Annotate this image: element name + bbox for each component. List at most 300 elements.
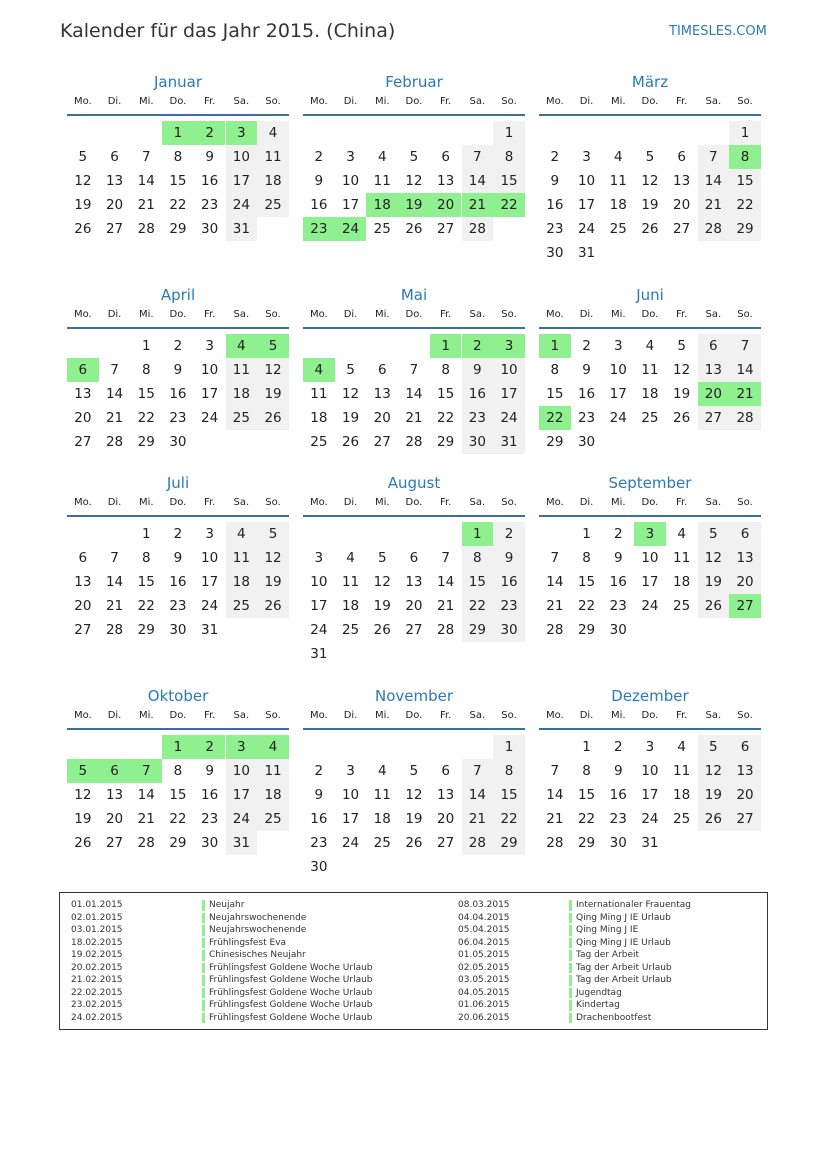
day-cell: 25 xyxy=(673,811,691,827)
weekday-label: Fr. xyxy=(203,96,216,107)
day-cell: 17 xyxy=(201,386,219,402)
day-cell: 20 xyxy=(437,811,455,827)
day-cell: 8 xyxy=(582,763,591,779)
day-cell: 29 xyxy=(729,217,761,241)
day-cell: 28 xyxy=(462,831,494,855)
month-divider xyxy=(67,728,289,730)
month-divider xyxy=(539,728,761,730)
legend-marker xyxy=(569,1013,572,1024)
day-cell: 12 xyxy=(405,173,423,189)
legend-holiday-name: Kindertag xyxy=(576,1000,620,1010)
month-name: September xyxy=(608,474,692,492)
day-cell: 1 xyxy=(582,526,591,542)
weekday-label: Mi. xyxy=(374,497,390,508)
weekday-label: Mi. xyxy=(610,96,626,107)
legend-holiday-name: Neujahrswochenende xyxy=(209,912,307,923)
legend-date: 24.02.2015 xyxy=(71,1012,123,1023)
day-cell: 15 xyxy=(437,386,455,402)
day-cell: 13 xyxy=(105,173,124,189)
day-cell: 9 xyxy=(550,173,560,189)
day-cell: 29 xyxy=(577,835,596,851)
day-cell: 15 xyxy=(169,173,187,189)
day-cell: 27 xyxy=(105,835,124,851)
day-cell: 15 xyxy=(729,169,761,193)
day-cell: 20 xyxy=(105,197,124,213)
day-cell: 26 xyxy=(405,835,423,851)
weekday-label: Mo. xyxy=(545,497,564,508)
legend-row xyxy=(71,1012,451,1025)
day-cell: 21 xyxy=(462,807,494,831)
weekday-label: Sa. xyxy=(705,710,722,721)
day-cell: 30 xyxy=(609,622,627,638)
weekday-label: Fr. xyxy=(439,96,452,107)
legend-holiday-name: Tag der Arbeit Urlaub xyxy=(576,962,672,973)
day-cell: 2 xyxy=(314,149,324,165)
legend-marker xyxy=(202,950,205,961)
day-cell: 26 xyxy=(257,406,289,430)
day-cell: 5 xyxy=(257,522,289,546)
day-cell: 3 xyxy=(645,739,655,755)
day-cell: 17 xyxy=(609,386,627,402)
day-cell: 11 xyxy=(673,763,691,779)
day-cell: 18 xyxy=(310,410,328,426)
month-name: Mai xyxy=(400,286,428,304)
day-cell: 10 xyxy=(226,145,258,169)
weekday-label: So. xyxy=(737,96,753,107)
day-cell: 4 xyxy=(613,149,623,165)
day-cell: 29 xyxy=(137,434,155,450)
weekday-header xyxy=(303,96,525,112)
day-cell: 20 xyxy=(729,570,761,594)
day-cell: 21 xyxy=(437,598,455,614)
legend-date: 02.01.2015 xyxy=(71,912,123,923)
day-cell: 6 xyxy=(729,522,761,546)
holiday-day-cell: 5 xyxy=(257,334,289,358)
day-cell: 18 xyxy=(673,787,691,803)
legend-row xyxy=(71,999,451,1012)
day-cell: 21 xyxy=(405,410,423,426)
day-cell: 22 xyxy=(577,811,596,827)
day-cell: 20 xyxy=(673,197,691,213)
day-cell: 9 xyxy=(613,550,623,566)
day-cell: 23 xyxy=(493,594,525,618)
day-cell: 9 xyxy=(205,763,214,779)
legend-column-right xyxy=(458,899,758,1024)
weekday-label: Sa. xyxy=(705,96,722,107)
weekday-label: So. xyxy=(501,96,517,107)
legend-row xyxy=(458,999,758,1012)
day-cell: 19 xyxy=(405,811,423,827)
holiday-day-cell: 24 xyxy=(335,217,367,241)
legend-row xyxy=(458,937,758,950)
day-cell: 30 xyxy=(310,859,328,875)
day-cell: 25 xyxy=(673,598,691,614)
day-cell: 16 xyxy=(577,386,596,402)
day-cell: 23 xyxy=(462,406,494,430)
day-cell: 21 xyxy=(546,811,564,827)
weekday-label: Do. xyxy=(641,309,659,320)
day-cell: 8 xyxy=(173,149,183,165)
legend-row xyxy=(458,962,758,975)
day-cell: 25 xyxy=(373,835,391,851)
day-cell: 7 xyxy=(462,145,494,169)
legend-holiday-name: Frühlingsfest Goldene Woche Urlaub xyxy=(209,962,373,973)
day-cell: 6 xyxy=(677,149,686,165)
month-name: Dezember xyxy=(611,687,689,705)
day-cell: 14 xyxy=(462,783,494,807)
day-cell: 14 xyxy=(137,173,155,189)
legend-holiday-name: Frühlingsfest Goldene Woche Urlaub xyxy=(209,975,373,985)
day-cell: 14 xyxy=(546,787,564,803)
legend-date: 03.05.2015 xyxy=(458,975,510,985)
day-cell: 24 xyxy=(493,406,525,430)
day-cell: 19 xyxy=(373,598,391,614)
day-cell: 22 xyxy=(137,598,155,614)
day-cell: 27 xyxy=(698,406,730,430)
weekday-label: Sa. xyxy=(233,96,250,107)
day-cell: 30 xyxy=(609,835,627,851)
day-cell: 10 xyxy=(609,362,627,378)
day-cell: 27 xyxy=(74,434,92,450)
day-cell: 6 xyxy=(110,149,119,165)
day-cell: 7 xyxy=(441,550,450,566)
day-cell: 16 xyxy=(493,570,525,594)
day-cell: 21 xyxy=(137,811,155,827)
day-cell: 15 xyxy=(493,169,525,193)
day-cell: 2 xyxy=(173,526,183,542)
weekday-label: So. xyxy=(265,497,281,508)
weekday-label: Di. xyxy=(343,96,358,107)
weekday-label: Fr. xyxy=(203,309,216,320)
day-cell: 16 xyxy=(201,787,219,803)
day-cell: 8 xyxy=(441,362,450,378)
day-cell: 13 xyxy=(673,173,691,189)
weekday-label: Sa. xyxy=(469,710,486,721)
weekday-label: Mo. xyxy=(309,96,328,107)
weekday-label: Do. xyxy=(169,710,187,721)
month-name: Februar xyxy=(385,73,443,91)
day-cell: 11 xyxy=(373,787,391,803)
day-cell: 24 xyxy=(201,410,219,426)
day-cell: 9 xyxy=(205,149,214,165)
legend-holiday-name: Internationaler Frauentag xyxy=(576,900,691,910)
day-cell: 13 xyxy=(74,386,92,402)
legend-row xyxy=(71,987,451,1000)
weekday-header xyxy=(67,96,289,112)
legend-date: 06.04.2015 xyxy=(458,937,510,948)
weekday-label: Fr. xyxy=(675,710,688,721)
holiday-day-cell: 1 xyxy=(539,334,571,358)
legend-marker xyxy=(569,975,572,986)
day-cell: 10 xyxy=(341,787,360,803)
month-divider xyxy=(303,728,525,730)
day-cell: 29 xyxy=(137,622,155,638)
holiday-day-cell: 22 xyxy=(493,193,525,217)
holiday-day-cell: 7 xyxy=(130,759,162,783)
day-cell: 30 xyxy=(462,430,494,454)
holiday-day-cell: 27 xyxy=(729,594,761,618)
weekday-label: So. xyxy=(737,497,753,508)
day-cell: 19 xyxy=(341,410,360,426)
legend-holiday-name: Tag der Arbeit xyxy=(576,950,640,960)
day-cell: 6 xyxy=(729,735,761,759)
legend-date: 01.01.2015 xyxy=(71,900,123,910)
day-cell: 9 xyxy=(314,787,324,803)
legend-date: 22.02.2015 xyxy=(71,987,123,998)
month-divider xyxy=(303,114,525,116)
weekday-label: Mo. xyxy=(545,96,564,107)
day-cell: 6 xyxy=(698,334,730,358)
holiday-day-cell: 4 xyxy=(226,334,258,358)
legend-row xyxy=(71,924,451,937)
legend-holiday-name: Frühlingsfest Goldene Woche Urlaub xyxy=(209,987,373,998)
day-cell: 15 xyxy=(137,574,155,590)
day-cell: 24 xyxy=(609,410,627,426)
weekday-label: So. xyxy=(501,309,517,320)
legend-holiday-name: Drachenbootfest xyxy=(576,1012,652,1023)
day-cell: 28 xyxy=(698,217,730,241)
day-cell: 14 xyxy=(698,169,730,193)
day-cell: 28 xyxy=(105,622,124,638)
legend-holiday-name: Qing Ming J IE xyxy=(576,925,639,935)
day-cell: 19 xyxy=(257,382,289,406)
day-cell: 23 xyxy=(201,811,219,827)
day-cell: 17 xyxy=(341,197,360,213)
day-cell: 17 xyxy=(641,787,659,803)
day-cell: 10 xyxy=(641,763,659,779)
weekday-label: Mo. xyxy=(73,710,92,721)
weekday-label: Mo. xyxy=(309,309,328,320)
day-cell: 11 xyxy=(257,145,289,169)
weekday-label: Do. xyxy=(641,497,659,508)
legend-marker xyxy=(202,963,205,974)
holiday-day-cell: 4 xyxy=(303,358,335,382)
holiday-day-cell: 2 xyxy=(194,121,226,145)
day-cell: 19 xyxy=(257,570,289,594)
day-cell: 3 xyxy=(582,149,591,165)
weekday-label: Do. xyxy=(405,96,423,107)
day-cell: 16 xyxy=(310,197,328,213)
holiday-day-cell: 2 xyxy=(462,334,494,358)
day-cell: 12 xyxy=(373,574,391,590)
day-cell: 16 xyxy=(310,811,328,827)
day-cell: 13 xyxy=(729,546,761,570)
weekday-label: Do. xyxy=(641,96,659,107)
legend-holiday-name: Neujahr xyxy=(209,900,245,910)
day-cell: 2 xyxy=(613,526,623,542)
weekday-label: Sa. xyxy=(233,309,250,320)
weekday-label: Sa. xyxy=(469,497,486,508)
weekday-label: Do. xyxy=(405,497,423,508)
day-cell: 8 xyxy=(550,362,560,378)
weekday-label: Mi. xyxy=(374,96,390,107)
day-cell: 9 xyxy=(582,362,591,378)
day-cell: 14 xyxy=(729,358,761,382)
day-cell: 23 xyxy=(609,598,627,614)
legend-row xyxy=(71,912,451,925)
day-cell: 28 xyxy=(137,221,155,237)
day-cell: 6 xyxy=(409,550,419,566)
weekday-label: Fr. xyxy=(439,497,452,508)
legend-row xyxy=(458,987,758,1000)
day-cell: 12 xyxy=(341,386,360,402)
weekday-header xyxy=(539,309,761,325)
weekday-label: Di. xyxy=(343,309,358,320)
day-cell: 5 xyxy=(645,149,655,165)
day-cell: 27 xyxy=(405,622,423,638)
day-cell: 11 xyxy=(373,173,391,189)
legend-row xyxy=(458,974,758,987)
day-cell: 28 xyxy=(437,622,455,638)
weekday-label: Mo. xyxy=(73,497,92,508)
day-cell: 25 xyxy=(373,221,391,237)
day-cell: 3 xyxy=(613,338,623,354)
day-cell: 8 xyxy=(141,362,151,378)
weekday-label: Di. xyxy=(107,309,122,320)
legend-marker xyxy=(569,1000,572,1011)
legend-date: 21.02.2015 xyxy=(71,975,123,985)
day-cell: 27 xyxy=(437,221,455,237)
day-cell: 5 xyxy=(409,763,419,779)
day-cell: 19 xyxy=(698,783,730,807)
weekday-label: Mi. xyxy=(610,710,626,721)
day-cell: 15 xyxy=(546,386,564,402)
day-cell: 17 xyxy=(641,574,659,590)
legend-holiday-name: Neujahrswochenende xyxy=(209,925,307,935)
day-cell: 19 xyxy=(641,197,659,213)
day-cell: 18 xyxy=(609,197,627,213)
holiday-day-cell: 1 xyxy=(430,334,462,358)
day-cell: 14 xyxy=(405,386,423,402)
month-name: Oktober xyxy=(147,687,209,705)
day-cell: 22 xyxy=(137,410,155,426)
day-cell: 4 xyxy=(257,121,289,145)
weekday-label: So. xyxy=(737,309,753,320)
weekday-label: Sa. xyxy=(705,497,722,508)
month-divider xyxy=(67,327,289,329)
legend-row xyxy=(458,949,758,962)
day-cell: 8 xyxy=(582,550,591,566)
day-cell: 26 xyxy=(74,835,92,851)
day-cell: 31 xyxy=(226,217,258,241)
weekday-header xyxy=(539,497,761,513)
day-cell: 27 xyxy=(673,221,691,237)
day-cell: 25 xyxy=(310,434,328,450)
day-cell: 30 xyxy=(169,622,187,638)
weekday-label: Sa. xyxy=(705,309,722,320)
day-cell: 10 xyxy=(310,574,328,590)
weekday-label: Di. xyxy=(579,309,594,320)
day-cell: 12 xyxy=(405,787,423,803)
holiday-day-cell: 21 xyxy=(462,193,494,217)
day-cell: 3 xyxy=(346,149,355,165)
holiday-day-cell: 20 xyxy=(430,193,462,217)
weekday-label: Mi. xyxy=(138,309,154,320)
day-cell: 13 xyxy=(74,574,92,590)
day-cell: 17 xyxy=(226,783,258,807)
day-cell: 31 xyxy=(310,646,328,662)
day-cell: 9 xyxy=(462,358,494,382)
day-cell: 5 xyxy=(698,522,730,546)
brand-link[interactable]: TIMESLES.COM xyxy=(669,24,767,39)
day-cell: 24 xyxy=(201,598,219,614)
day-cell: 16 xyxy=(201,173,219,189)
holiday-day-cell: 22 xyxy=(539,406,571,430)
weekday-label: Fr. xyxy=(439,710,452,721)
day-cell: 29 xyxy=(577,622,596,638)
day-cell: 4 xyxy=(677,526,686,542)
day-cell: 27 xyxy=(437,835,455,851)
day-cell: 25 xyxy=(226,594,258,618)
day-cell: 31 xyxy=(493,430,525,454)
day-cell: 11 xyxy=(673,550,691,566)
legend-marker xyxy=(569,963,572,974)
day-cell: 30 xyxy=(493,618,525,642)
day-cell: 30 xyxy=(169,434,187,450)
holiday-day-cell: 1 xyxy=(162,735,194,759)
day-cell: 7 xyxy=(409,362,419,378)
day-cell: 13 xyxy=(373,386,391,402)
day-cell: 29 xyxy=(493,831,525,855)
legend-holiday-name: Jugendtag xyxy=(576,987,622,998)
day-cell: 7 xyxy=(550,550,560,566)
day-cell: 1 xyxy=(729,121,761,145)
day-cell: 2 xyxy=(173,338,183,354)
day-cell: 13 xyxy=(729,759,761,783)
weekday-label: Sa. xyxy=(469,96,486,107)
day-cell: 18 xyxy=(341,598,360,614)
legend-column-left xyxy=(71,899,451,1024)
weekday-label: Do. xyxy=(641,710,659,721)
day-cell: 25 xyxy=(226,406,258,430)
day-cell: 29 xyxy=(169,221,187,237)
day-cell: 11 xyxy=(641,362,659,378)
day-cell: 14 xyxy=(546,574,564,590)
day-cell: 1 xyxy=(582,739,591,755)
day-cell: 18 xyxy=(641,386,659,402)
day-cell: 2 xyxy=(550,149,560,165)
day-cell: 28 xyxy=(729,406,761,430)
day-cell: 17 xyxy=(341,811,360,827)
legend-marker xyxy=(202,913,205,924)
day-cell: 28 xyxy=(405,434,423,450)
day-cell: 4 xyxy=(226,522,258,546)
legend-date: 05.04.2015 xyxy=(458,925,510,935)
legend-marker xyxy=(569,938,572,949)
day-cell: 31 xyxy=(641,835,659,851)
day-cell: 10 xyxy=(341,173,360,189)
day-cell: 30 xyxy=(577,434,596,450)
day-cell: 15 xyxy=(137,386,155,402)
day-cell: 1 xyxy=(493,121,525,145)
day-cell: 28 xyxy=(462,217,494,241)
legend-marker xyxy=(202,925,205,936)
holiday-day-cell: 4 xyxy=(257,735,289,759)
legend-holiday-name: Qing Ming J IE Urlaub xyxy=(576,937,671,948)
holiday-day-cell: 1 xyxy=(162,121,194,145)
day-cell: 23 xyxy=(546,221,564,237)
day-cell: 1 xyxy=(141,526,151,542)
day-cell: 15 xyxy=(462,570,494,594)
weekday-header xyxy=(303,710,525,726)
day-cell: 18 xyxy=(226,570,258,594)
weekday-label: Di. xyxy=(579,710,594,721)
day-cell: 9 xyxy=(173,362,183,378)
legend-date: 08.03.2015 xyxy=(458,900,510,910)
day-cell: 21 xyxy=(137,197,155,213)
holiday-day-cell: 19 xyxy=(398,193,430,217)
weekday-label: So. xyxy=(265,96,281,107)
